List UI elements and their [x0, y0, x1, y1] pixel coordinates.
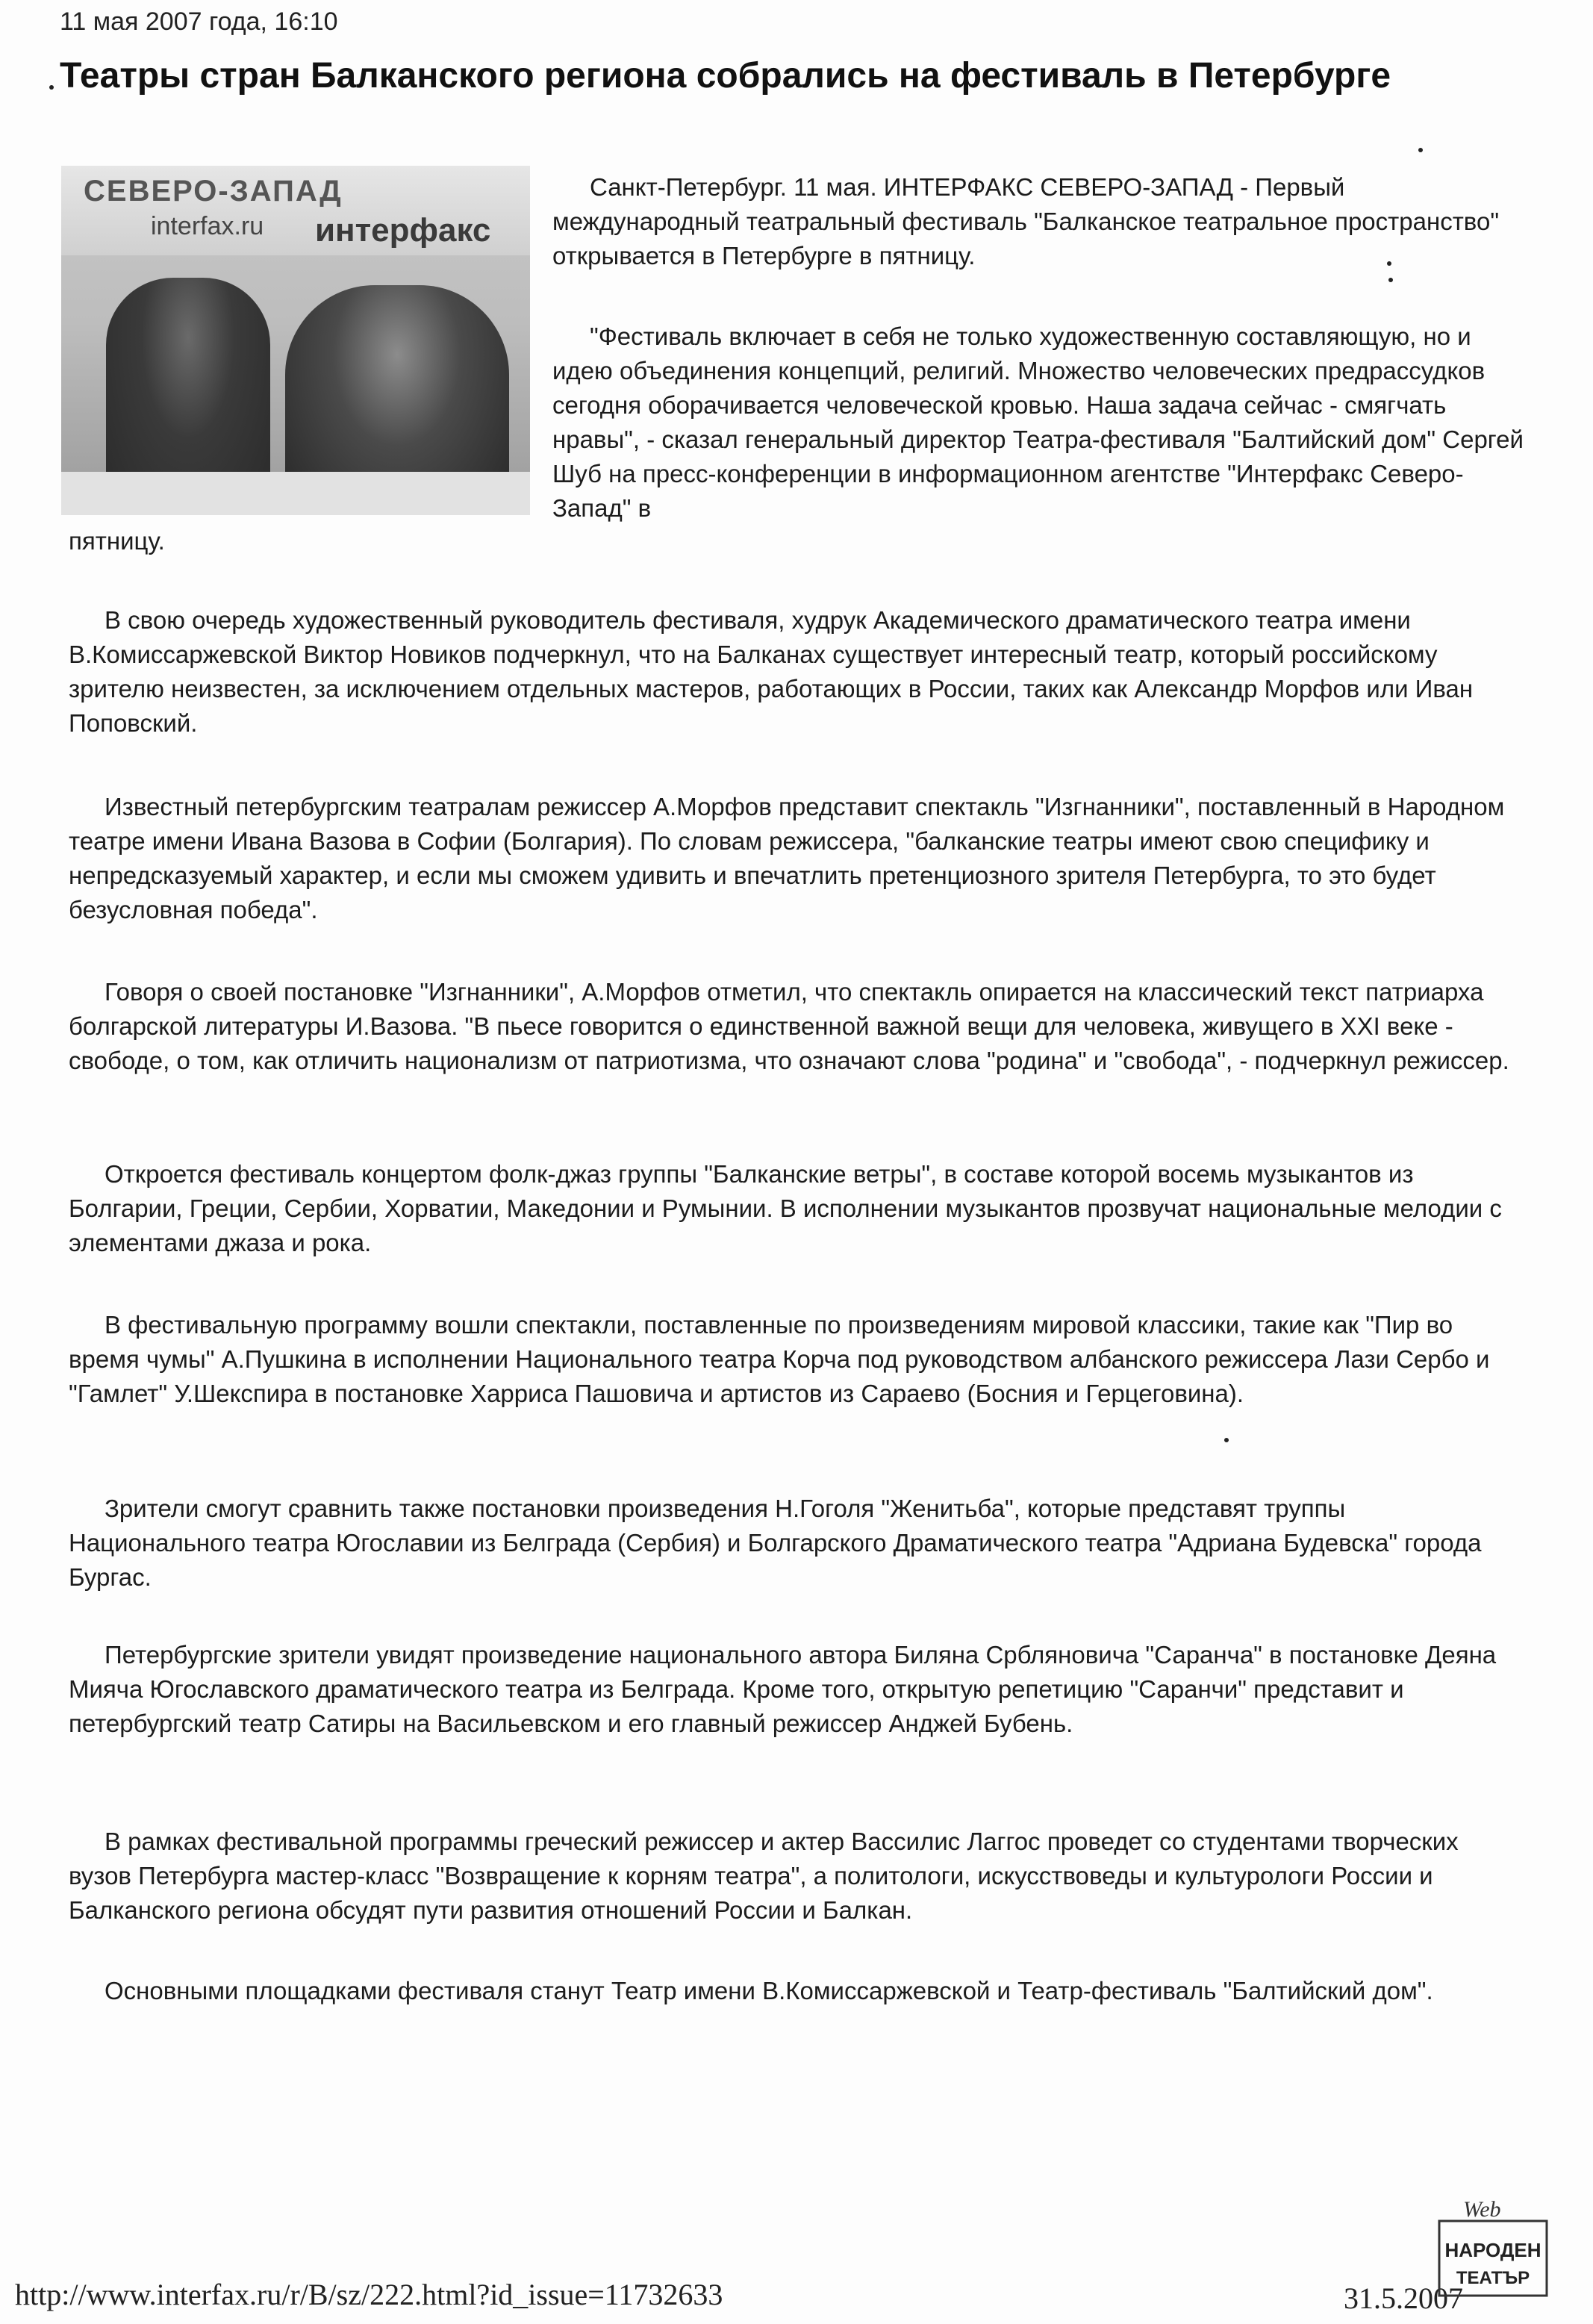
scan-speck	[49, 85, 54, 90]
print-date: 31.5.2007	[1344, 2281, 1463, 2315]
article-headline: Театры стран Балканского региона собрались на фестиваль в Петербурге	[60, 56, 1391, 96]
scan-speck	[1387, 261, 1391, 266]
press-conference-photo	[61, 166, 530, 515]
article-paragraph: В фестивальную программу вошли спектакли, поставленные по произведениям мировой классики, такие как "Пир во время чумы" А.Пушкина в исполнении Национального театра Корча под руководством албанского режиссера Лази Сербо и "Гамлет" У.Шекспира в постановке Харриса Пашовича и артистов из Сараево (Босния и Герцеговина).	[69, 1311, 1490, 1407]
article-dateline: 11 мая 2007 года, 16:10	[60, 7, 338, 36]
photo-site-text: interfax.ru	[151, 212, 264, 240]
article-paragraph: В рамках фестивальной программы греческий режиссер и актер Вассилис Лаггос проведет со студентами творческих вузов Петербурга мастер-класс "Возвращение к корням театра", а политологи, искусствоведы и культурологи России и Балканского региона обсудят пути развития отношений России и Балкан.	[69, 1828, 1459, 1924]
article-quote: "Фестиваль включает в себя не только художественную составляющую, но и идею объединения концепций, религий. Множество человеческих предрассудков сегодня оборачивается человеческой кровью. Наша задача сейчас - смягчать нравы", - сказал генеральный директор Театра-фестиваля "Балтийский дом" Сергей Шуб на пресс-конференции в информационном агентстве "Интерфакс Северо-Запад" в	[552, 323, 1524, 522]
stamp-line3: ТЕАТЪР	[1456, 2268, 1530, 2288]
article-paragraph: В свою очередь художественный руководитель фестиваля, худрук Академического драматического театра имени В.Комиссаржевской Виктор Новиков подчеркнул, что на Балканах существует интересный театр, который российскому зрителю неизвестен, за исключением отдельных мастеров, работающих в России, таких как Александр Морфов или Иван Поповский.	[69, 606, 1474, 737]
scan-speck	[1418, 148, 1423, 152]
source-url-link[interactable]: http://www.interfax.ru/r/B/sz/222.html?id_issue=11732633	[15, 2278, 723, 2311]
article-paragraph: Откроется фестиваль концертом фолк-джаз группы "Балканские ветры", в составе которой восемь музыкантов из Болгарии, Греции, Сербии, Хорватии, Македонии и Румынии. В исполнении музыкантов прозвучат национальные мелодии с элементами джаза и рока.	[69, 1160, 1502, 1256]
article-quote-tail: пятницу.	[69, 527, 165, 555]
article-paragraph: Известный петербургским театралам режиссер А.Морфов представит спектакль "Изгнанники", поставленный в Народном театре имени Ивана Вазова в Софии (Болгария). По словам режиссера, "балканские театры имеют свою специфику и непредсказуемый характер, и если мы сможем удивить и впечатлить претенциозного зрителя Петербурга, то это будет безусловная победа".	[69, 793, 1505, 923]
scan-speck	[1224, 1438, 1229, 1442]
photo-table	[61, 472, 530, 515]
stamp-line1: Web	[1463, 2197, 1501, 2222]
theater-stamp-logo	[1433, 2191, 1553, 2303]
article-paragraph: Говоря о своей постановке "Изгнанники", А.Морфов отметил, что спектакль опирается на классический текст патриарха болгарской литературы И.Вазова. "В пьесе говорится о единственной важной вещи для человека, живущего в XXI веке - свободе, о том, как отличить национализм от патриотизма, что означают слова "родина" и "свобода", - подчеркнул режиссер.	[69, 978, 1509, 1074]
article-intro: Санкт-Петербург. 11 мая. ИНТЕРФАКС СЕВЕРО-ЗАПАД - Первый международный театральный фестиваль "Балканское театральное пространство" открывается в Петербурге в пятницу.	[552, 173, 1500, 270]
scan-speck	[1388, 278, 1393, 282]
article-paragraph: Петербургские зрители увидят произведение национального автора Биляна Србляновича "Саранча" в постановке Деяна Мияча Югославского драматического театра из Белграда. Кроме того, открытую репетицию "Саранчи" представит и петербургский театр Сатиры на Васильевском и его главный режиссер Анджей Бубень.	[69, 1641, 1497, 1737]
photo-brand-text: интерфакс	[315, 212, 491, 249]
stamp-line2: НАРОДЕН	[1444, 2239, 1541, 2261]
photo-banner-text: СЕВЕРО-ЗАПАД	[84, 175, 343, 208]
article-paragraph: Основными площадками фестиваля станут Театр имени В.Комиссаржевской и Театр-фестиваль "Балтийский дом".	[105, 1977, 1433, 2004]
article-paragraph: Зрители смогут сравнить также постановки произведения Н.Гоголя "Женитьба", которые представят труппы Национального театра Югославии из Белграда (Сербия) и Болгарского Драматического театра "Адриана Будевска" города Бургас.	[69, 1495, 1482, 1591]
